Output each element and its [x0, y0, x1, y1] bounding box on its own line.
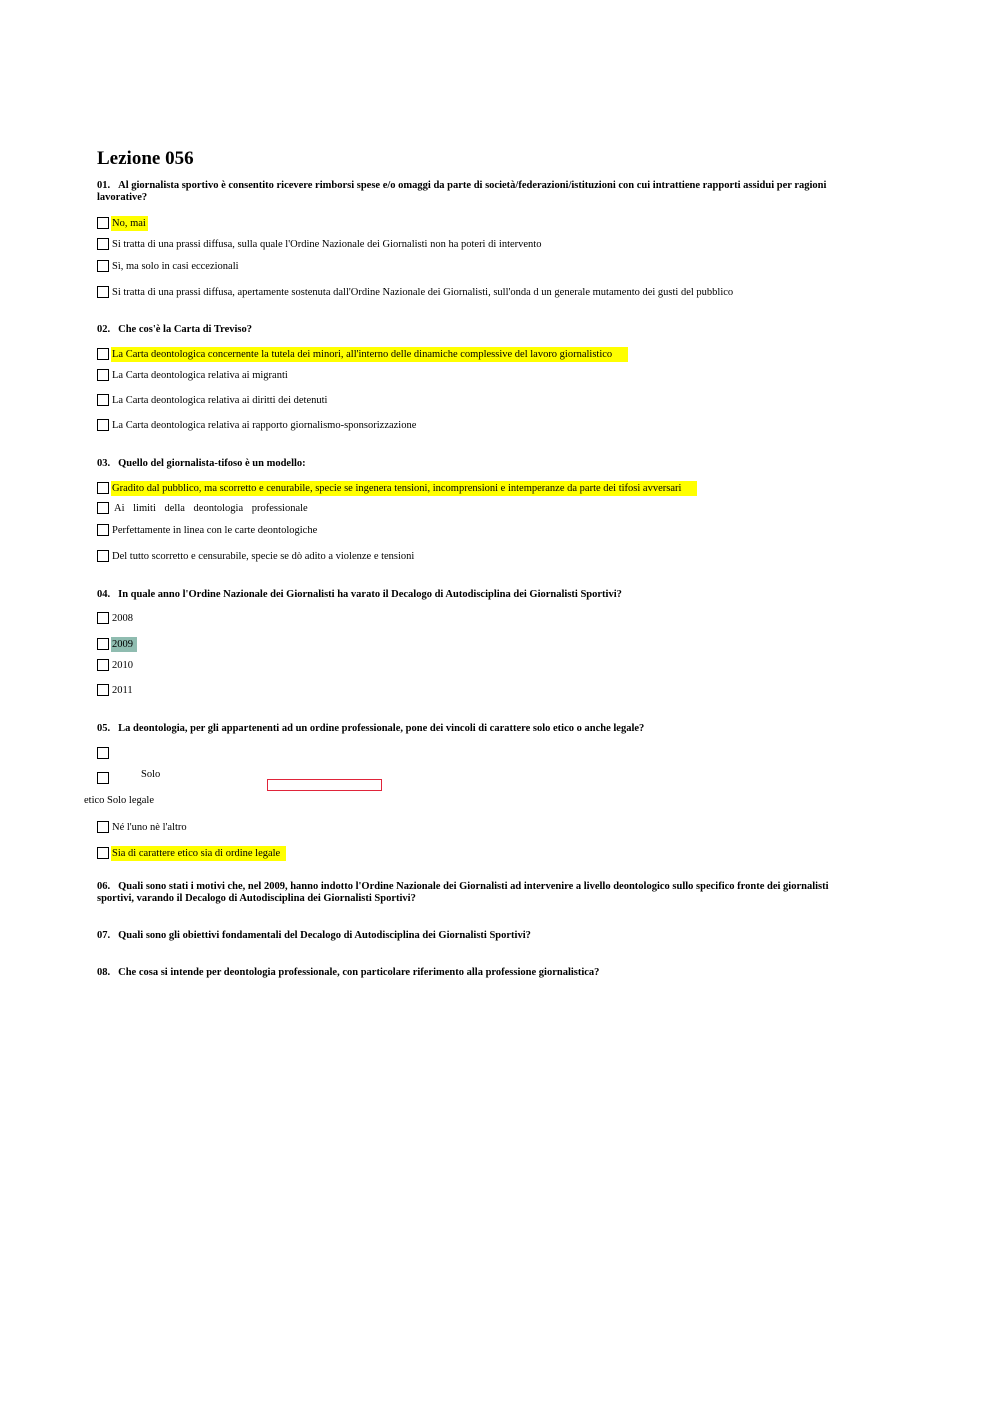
option-label: 2008	[112, 612, 133, 624]
question-04	[97, 589, 867, 601]
option-label: No, mai	[112, 217, 146, 229]
answer-checkbox[interactable]	[97, 502, 109, 514]
option-01-b[interactable]	[97, 236, 543, 252]
question-text: Che cos'è la Carta di Treviso?	[118, 324, 252, 335]
answer-checkbox[interactable]	[97, 550, 109, 562]
option-label: 2010	[112, 659, 133, 671]
option-02-b[interactable]	[97, 367, 290, 383]
question-text: La deontologia, per gli appartenenti ad un ordine professionale, pone dei vincoli di carattere solo etico o anche legale?	[118, 723, 645, 734]
option-02-d[interactable]	[97, 417, 418, 433]
option-01-a[interactable]	[97, 215, 148, 231]
answer-checkbox[interactable]	[97, 369, 109, 381]
answer-checkbox[interactable]	[97, 394, 109, 406]
option-03-b[interactable]	[97, 500, 310, 516]
option-label: Perfettamente in linea con le carte deontologiche	[112, 524, 318, 536]
question-05	[97, 723, 867, 735]
question-number: 08.	[97, 967, 111, 978]
option-03-d[interactable]	[97, 548, 416, 564]
answer-checkbox[interactable]	[97, 260, 109, 272]
option-02-c[interactable]	[97, 392, 329, 408]
option-01-d[interactable]	[97, 284, 735, 300]
option-label: Gradito dal pubblico, ma scorretto e cenurabile, specie se ingenera tensioni, incomprensioni e intemperanze da parte dei tifosi avversari	[111, 481, 697, 496]
question-01	[97, 180, 867, 204]
answer-checkbox[interactable]	[97, 772, 109, 784]
question-number: 03.	[97, 458, 111, 469]
option-label: Sia di carattere etico sia di ordine legale	[111, 846, 286, 861]
question-08	[97, 967, 867, 979]
answer-checkbox[interactable]	[97, 286, 109, 298]
answer-checkbox[interactable]	[97, 684, 109, 696]
option-01-c[interactable]	[97, 258, 241, 274]
question-text: Quali sono gli obiettivi fondamentali del Decalogo di Autodisciplina dei Giornalisti Sportivi?	[118, 930, 531, 941]
option-label: La Carta deontologica relativa ai diritti dei detenuti	[112, 394, 328, 406]
question-text: Che cosa si intende per deontologia professionale, con particolare riferimento alla professione giornalistica?	[118, 967, 600, 978]
option-05-empty-b[interactable]	[97, 770, 111, 786]
option-fragment-etico-solo-legale: etico Solo legale	[84, 795, 154, 806]
page-title: Lezione 056	[97, 148, 194, 169]
option-03-c[interactable]	[97, 522, 319, 538]
option-05-empty-a[interactable]	[97, 745, 111, 761]
question-text: Quello del giornalista-tifoso è un modello:	[118, 458, 306, 469]
option-04-c[interactable]	[97, 657, 135, 673]
option-label: Né l'uno nè l'altro	[112, 821, 187, 833]
answer-checkbox[interactable]	[97, 238, 109, 250]
question-number: 07.	[97, 930, 111, 941]
answer-checkbox[interactable]	[97, 747, 109, 759]
answer-checkbox[interactable]	[97, 482, 109, 494]
question-07	[97, 930, 867, 942]
answer-checkbox[interactable]	[97, 348, 109, 360]
option-label: La Carta deontologica concernente la tutela dei minori, all'interno delle dinamiche complessive del lavoro giornalistico	[111, 347, 628, 362]
option-05-c[interactable]	[97, 819, 189, 835]
question-text: Quali sono stati i motivi che, nel 2009, hanno indotto l'Ordine Nazionale dei Giornalisti ad intervenire a livello deontologico sullo specifico fronte dei giornalisti sportivi, varando il Decalogo di Autodisciplina dei Giornalisti Sportivi?	[97, 881, 829, 904]
empty-form-field[interactable]	[267, 779, 382, 791]
option-label: Del tutto scorretto e censurabile, specie se dò adito a violenze e tensioni	[112, 550, 415, 562]
question-text: In quale anno l'Ordine Nazionale dei Giornalisti ha varato il Decalogo di Autodisciplina dei Giornalisti Sportivi?	[118, 589, 622, 600]
answer-checkbox[interactable]	[97, 638, 109, 650]
answer-checkbox[interactable]	[97, 659, 109, 671]
option-03-a[interactable]	[97, 480, 697, 496]
question-number: 06.	[97, 881, 111, 892]
option-05-d[interactable]	[97, 845, 286, 861]
option-label: Ai limiti della deontologia professionale	[114, 502, 308, 514]
question-number: 02.	[97, 324, 111, 335]
option-02-a[interactable]	[97, 346, 628, 362]
answer-checkbox[interactable]	[97, 217, 109, 229]
option-04-a[interactable]	[97, 610, 135, 626]
answer-checkbox[interactable]	[97, 847, 109, 859]
question-number: 01.	[97, 180, 111, 191]
answer-checkbox[interactable]	[97, 612, 109, 624]
option-label: Si tratta di una prassi diffusa, sulla quale l'Ordine Nazionale dei Giornalisti non ha poteri di intervento	[112, 238, 542, 250]
question-06	[97, 881, 867, 905]
answer-checkbox[interactable]	[97, 524, 109, 536]
option-04-b[interactable]	[97, 636, 137, 652]
option-04-d[interactable]	[97, 682, 135, 698]
answer-checkbox[interactable]	[97, 419, 109, 431]
option-fragment-solo: Solo	[141, 769, 161, 780]
option-label: Si tratta di una prassi diffusa, apertamente sostenuta dall'Ordine Nazionale dei Giornalisti, sull'onda d un generale mutamento dei gusti del pubblico	[112, 286, 734, 298]
question-number: 05.	[97, 723, 111, 734]
question-text: Al giornalista sportivo è consentito ricevere rimborsi spese e/o omaggi da parte di società/federazioni/istituzioni con cui intrattiene rapporti assidui per ragioni lavorative?	[97, 180, 827, 203]
option-label: Sì, ma solo in casi eccezionali	[112, 260, 239, 272]
option-label: 2011	[112, 684, 133, 696]
answer-checkbox[interactable]	[97, 821, 109, 833]
question-02	[97, 324, 867, 336]
option-label: La Carta deontologica relativa ai migranti	[112, 369, 288, 381]
option-label: La Carta deontologica relativa ai rapporto giornalismo-sponsorizzazione	[112, 419, 417, 431]
question-number: 04.	[97, 589, 111, 600]
question-03	[97, 458, 867, 470]
option-label: 2009	[111, 637, 137, 652]
